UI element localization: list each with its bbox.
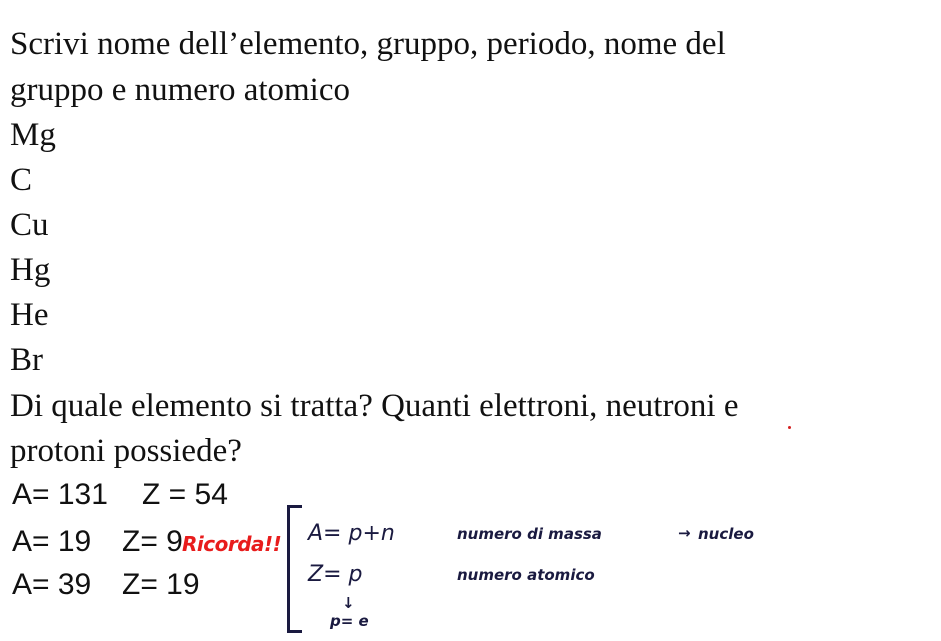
atomic-number-formula: Z= p bbox=[308, 562, 363, 587]
item-2-atomic-number: Z= 9 bbox=[122, 525, 183, 558]
element-c: C bbox=[10, 162, 33, 198]
item-1-mass-number: A= 131 bbox=[12, 478, 108, 511]
element-cu: Cu bbox=[10, 207, 49, 243]
mass-number-label: numero di massa bbox=[457, 525, 602, 543]
protons-electrons-formula: p= e bbox=[330, 612, 369, 630]
question-line-1: Di quale elemento si tratta? Quanti elettroni, neutroni e bbox=[10, 388, 739, 424]
item-1-atomic-number: Z = 54 bbox=[142, 478, 228, 511]
mass-number-formula: A= p+n bbox=[308, 521, 395, 546]
reminder-note: Ricorda!! bbox=[182, 532, 282, 556]
item-3-atomic-number: Z= 19 bbox=[122, 568, 200, 601]
item-2-mass-number: A= 19 bbox=[12, 525, 92, 558]
nucleus-label: nucleo bbox=[698, 525, 754, 543]
arrow-down-icon: ↓ bbox=[342, 594, 355, 612]
question-line-2: protoni possiede? bbox=[10, 433, 242, 469]
atomic-number-label: numero atomico bbox=[457, 566, 595, 584]
item-3-mass-number: A= 39 bbox=[12, 568, 92, 601]
notes-bracket bbox=[287, 505, 302, 633]
element-he: He bbox=[10, 297, 49, 333]
element-mg: Mg bbox=[10, 117, 56, 153]
arrow-right-icon: → bbox=[678, 524, 691, 542]
element-br: Br bbox=[10, 342, 43, 378]
stray-mark bbox=[788, 426, 791, 429]
instruction-line-2: gruppo e numero atomico bbox=[10, 72, 350, 108]
element-hg: Hg bbox=[10, 252, 51, 288]
instruction-line-1: Scrivi nome dell’elemento, gruppo, periodo, nome del bbox=[10, 26, 726, 62]
